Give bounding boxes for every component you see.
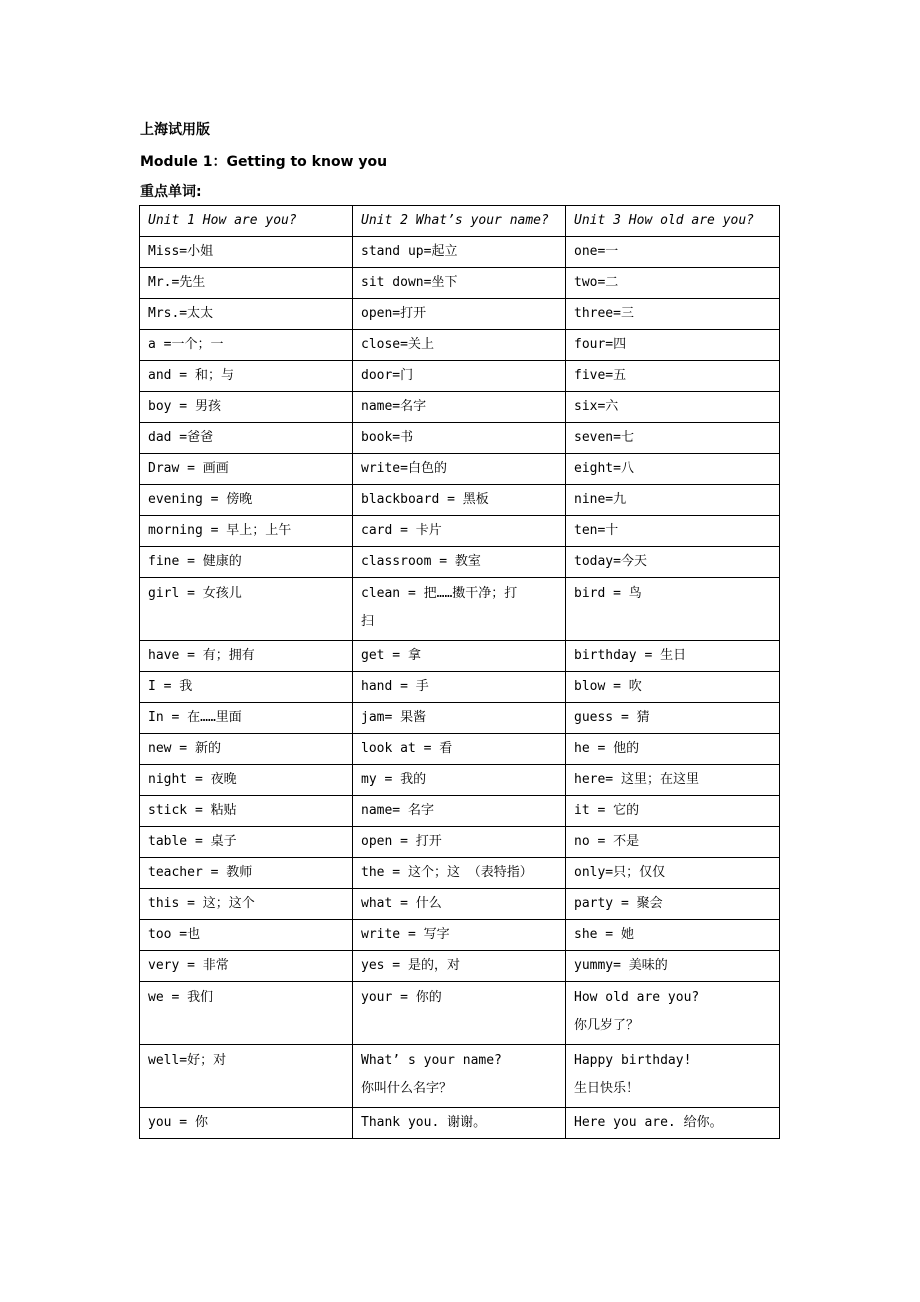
vocab-entry: today=今天 (574, 554, 647, 569)
table-cell (353, 889, 566, 920)
vocab-entry-translation: 你叫什么名字？ (361, 1081, 453, 1096)
table-cell (140, 361, 353, 392)
vocab-entry: stick = 粘贴 (148, 803, 237, 818)
table-cell (566, 361, 780, 392)
vocab-entry: jam= 果酱 (361, 710, 427, 725)
vocab-entry: your = 你的 (361, 990, 442, 1005)
table-cell (140, 299, 353, 330)
vocab-entry: Mr.=先生 (148, 275, 206, 290)
table-row (140, 516, 780, 547)
section-label: 重点单词: (140, 184, 202, 200)
table-cell (566, 454, 780, 485)
table-cell (566, 734, 780, 765)
vocab-entry: party = 聚会 (574, 896, 663, 911)
table-row (140, 672, 780, 703)
table-row (140, 299, 780, 330)
vocab-entry: write=白色的 (361, 461, 447, 476)
vocab-entry: evening = 傍晚 (148, 492, 253, 507)
table-cell (566, 796, 780, 827)
table-cell (566, 641, 780, 672)
table-row (140, 827, 780, 858)
vocab-entry: four=四 (574, 337, 627, 352)
vocab-entry: a =一个；一 (148, 337, 224, 352)
table-cell (566, 889, 780, 920)
vocab-entry: Happy birthday! (574, 1053, 692, 1068)
table-row (140, 1108, 780, 1139)
table-cell (140, 827, 353, 858)
vocab-entry: guess = 猜 (574, 710, 650, 725)
table-cell (353, 734, 566, 765)
table-cell (566, 299, 780, 330)
table-cell (353, 672, 566, 703)
table-row (140, 330, 780, 361)
vocab-entry: the = 这个；这 （表特指） (361, 865, 533, 880)
table-row (140, 268, 780, 299)
table-cell (140, 951, 353, 982)
table-cell (353, 951, 566, 982)
vocab-entry: Mrs.=太太 (148, 306, 214, 321)
vocab-entry: we = 我们 (148, 990, 214, 1005)
table-cell (566, 951, 780, 982)
table-row (140, 361, 780, 392)
table-cell (353, 268, 566, 299)
table-cell (140, 734, 353, 765)
table-cell (566, 516, 780, 547)
table-cell (353, 827, 566, 858)
table-cell (353, 423, 566, 454)
table-cell (140, 454, 353, 485)
table-row (140, 423, 780, 454)
table-cell (353, 454, 566, 485)
vocab-entry: girl = 女孩儿 (148, 586, 242, 601)
table-cell (140, 1045, 353, 1108)
table-cell (353, 330, 566, 361)
table-cell (353, 516, 566, 547)
table-row (140, 889, 780, 920)
vocab-entry: five=五 (574, 368, 627, 383)
vocab-entry: no = 不是 (574, 834, 640, 849)
vocab-entry: three=三 (574, 306, 634, 321)
vocab-entry: here= 这里；在这里 (574, 772, 699, 787)
vocab-entry: very = 非常 (148, 958, 229, 973)
table-row (140, 641, 780, 672)
table-header-row (140, 206, 780, 237)
header-unit-2: Unit 2 What’s your name? (353, 206, 566, 237)
header-unit-3: Unit 3 How old are you? (566, 206, 780, 237)
table-cell (566, 827, 780, 858)
vocab-entry: dad =爸爸 (148, 430, 214, 445)
vocab-entry: Here you are. 给你。 (574, 1115, 723, 1130)
vocab-entry: door=门 (361, 368, 414, 383)
table-cell (140, 547, 353, 578)
vocab-entry: get = 拿 (361, 648, 421, 663)
vocab-entry: sit down=坐下 (361, 275, 458, 290)
header-unit-1: Unit 1 How are you? (140, 206, 353, 237)
vocab-entry: eight=八 (574, 461, 634, 476)
table-cell (353, 361, 566, 392)
vocab-entry: fine = 健康的 (148, 554, 242, 569)
table-cell (140, 641, 353, 672)
table-row (140, 982, 780, 1045)
module-heading: Module 1：Getting to know you (140, 154, 388, 170)
vocab-entry: bird = 鸟 (574, 586, 642, 601)
vocab-entry: new = 新的 (148, 741, 221, 756)
vocab-entry: close=关上 (361, 337, 434, 352)
vocab-entry: night = 夜晚 (148, 772, 237, 787)
vocab-entry: what = 什么 (361, 896, 442, 911)
vocab-entry: seven=七 (574, 430, 634, 445)
vocab-entry: In = 在……里面 (148, 710, 242, 725)
table-cell (353, 1108, 566, 1139)
table-cell (566, 765, 780, 796)
vocab-entry: write = 写字 (361, 927, 450, 942)
table-row (140, 237, 780, 268)
table-cell (353, 858, 566, 889)
table-cell (140, 858, 353, 889)
table-row (140, 858, 780, 889)
table-cell (353, 547, 566, 578)
vocab-entry: you = 你 (148, 1115, 208, 1130)
vocab-entry: he = 他的 (574, 741, 640, 756)
table-cell (353, 765, 566, 796)
vocab-entry: How old are you? (574, 990, 700, 1005)
vocab-entry: it = 它的 (574, 803, 640, 818)
vocab-entry: have = 有；拥有 (148, 648, 255, 663)
table-cell (353, 237, 566, 268)
vocab-entry: open=打开 (361, 306, 427, 321)
vocabulary-table (139, 205, 780, 1139)
vocab-entry: nine=九 (574, 492, 627, 507)
table-row (140, 796, 780, 827)
table-cell (566, 672, 780, 703)
table-cell (353, 485, 566, 516)
table-cell (140, 765, 353, 796)
table-cell (140, 672, 353, 703)
table-cell (140, 516, 353, 547)
table-cell (353, 920, 566, 951)
vocab-entry: well=好；对 (148, 1053, 227, 1068)
vocab-entry: name= 名字 (361, 803, 434, 818)
vocab-entry: Miss=小姐 (148, 244, 214, 259)
table-row (140, 547, 780, 578)
table-cell (140, 268, 353, 299)
vocab-entry: my = 我的 (361, 772, 427, 787)
table-cell (566, 237, 780, 268)
table-cell (140, 703, 353, 734)
table-row (140, 578, 780, 641)
vocab-entry: teacher = 教师 (148, 865, 253, 880)
table-cell (566, 330, 780, 361)
table-cell (140, 982, 353, 1045)
table-row (140, 765, 780, 796)
vocab-entry: look at = 看 (361, 741, 453, 756)
table-cell (566, 1108, 780, 1139)
vocab-entry: card = 卡片 (361, 523, 442, 538)
table-row (140, 485, 780, 516)
table-cell (353, 299, 566, 330)
table-cell (566, 982, 780, 1045)
vocab-entry: two=二 (574, 275, 619, 290)
vocab-entry: name=名字 (361, 399, 427, 414)
table-cell (353, 578, 566, 641)
table-row (140, 920, 780, 951)
table-cell (353, 796, 566, 827)
table-cell (353, 703, 566, 734)
table-cell (353, 1045, 566, 1108)
document-title: 上海试用版 (140, 122, 210, 138)
vocab-entry: stand up=起立 (361, 244, 458, 259)
table-row (140, 951, 780, 982)
vocab-entry: too =也 (148, 927, 201, 942)
table-cell (140, 578, 353, 641)
table-cell (140, 330, 353, 361)
vocab-entry-translation: 扫 (361, 614, 375, 629)
vocab-entry: open = 打开 (361, 834, 442, 849)
table-cell (140, 237, 353, 268)
table-cell (566, 1045, 780, 1108)
vocab-entry: clean = 把……擞干净；打 (361, 586, 518, 601)
vocab-entry: blow = 吹 (574, 679, 642, 694)
table-cell (140, 796, 353, 827)
vocab-entry: ten=十 (574, 523, 619, 538)
vocab-entry: I = 我 (148, 679, 193, 694)
vocab-entry: and = 和；与 (148, 368, 234, 383)
table-cell (140, 920, 353, 951)
vocab-entry: classroom = 教室 (361, 554, 481, 569)
vocab-entry: Thank you. 谢谢。 (361, 1115, 487, 1130)
vocab-entry: boy = 男孩 (148, 399, 221, 414)
vocab-entry: yummy= 美味的 (574, 958, 668, 973)
vocab-entry: book=书 (361, 430, 414, 445)
vocab-entry: one=一 (574, 244, 619, 259)
table-row (140, 703, 780, 734)
vocab-entry: she = 她 (574, 927, 634, 942)
table-cell (566, 423, 780, 454)
vocab-entry: What’ s your name? (361, 1053, 502, 1068)
table-cell (566, 485, 780, 516)
table-cell (140, 1108, 353, 1139)
table-cell (353, 982, 566, 1045)
vocab-entry: table = 桌子 (148, 834, 237, 849)
vocab-entry: morning = 早上；上午 (148, 523, 292, 538)
vocab-entry: hand = 手 (361, 679, 429, 694)
table-cell (566, 920, 780, 951)
vocab-entry: this = 这；这个 (148, 896, 255, 911)
vocab-entry-translation: 你几岁了？ (574, 1018, 640, 1033)
table-cell (353, 641, 566, 672)
table-cell (566, 703, 780, 734)
vocab-entry: birthday = 生日 (574, 648, 687, 663)
vocab-entry-translation: 生日快乐！ (574, 1081, 640, 1096)
table-row (140, 392, 780, 423)
table-cell (140, 485, 353, 516)
table-cell (140, 392, 353, 423)
table-cell (566, 858, 780, 889)
table-row (140, 1045, 780, 1108)
table-cell (566, 392, 780, 423)
table-cell (140, 889, 353, 920)
vocab-entry: six=六 (574, 399, 619, 414)
table-cell (566, 547, 780, 578)
table-cell (140, 423, 353, 454)
table-row (140, 734, 780, 765)
vocab-entry: Draw = 画画 (148, 461, 229, 476)
vocab-entry: blackboard = 黑板 (361, 492, 489, 507)
table-cell (566, 268, 780, 299)
table-row (140, 454, 780, 485)
table-cell (566, 578, 780, 641)
vocab-entry: only=只；仅仅 (574, 865, 666, 880)
vocab-entry: yes = 是的，对 (361, 958, 460, 973)
table-cell (353, 392, 566, 423)
